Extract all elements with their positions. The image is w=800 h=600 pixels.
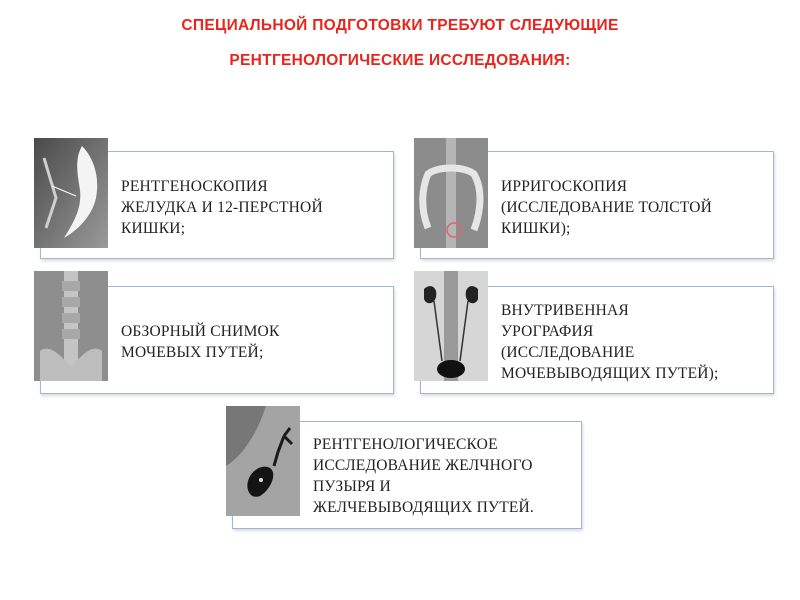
card-text-line: УРОГРАФИЯ <box>501 323 594 340</box>
card-text-line: ВНУТРИВЕННАЯ <box>501 302 629 319</box>
card-text-line: ЖЕЛУДКА И 12-ПЕРСТНОЙ <box>121 199 323 216</box>
card-text-line: (ИССЛЕДОВАНИЕ ТОЛСТОЙ <box>501 199 713 216</box>
card-text-line: КИШКИ); <box>501 220 571 237</box>
card-text-line: МОЧЕВЫВОДЯЩИХ ПУТЕЙ); <box>501 365 719 382</box>
card-text-line: ПУЗЫРЯ И <box>313 478 391 495</box>
card-text-line: МОЧЕВЫХ ПУТЕЙ; <box>121 344 264 361</box>
slide-title-line-1: СПЕЦИАЛЬНОЙ ПОДГОТОВКИ ТРЕБУЮТ СЛЕДУЮЩИЕ <box>181 17 619 34</box>
abdomen-xray-image <box>34 271 108 381</box>
card-text-line: РЕНТГЕНОСКОПИЯ <box>121 178 268 195</box>
card-text-line: (ИССЛЕДОВАНИЕ <box>501 344 635 361</box>
card-text-line: ИРРИГОСКОПИЯ <box>501 178 628 195</box>
urography-xray-image <box>414 271 488 381</box>
gallbladder-xray-image <box>226 406 300 516</box>
colon-xray-image <box>414 138 488 248</box>
card-text-line: ИССЛЕДОВАНИЕ ЖЕЛЧНОГО <box>313 457 533 474</box>
card-text-line: ОБЗОРНЫЙ СНИМОК <box>121 323 280 340</box>
card-text-line: РЕНТГЕНОЛОГИЧЕСКОЕ <box>313 436 498 453</box>
slide-title-line-2: РЕНТГЕНОЛОГИЧЕСКИЕ ИССЛЕДОВАНИЯ: <box>229 52 571 69</box>
card-text-line: КИШКИ; <box>121 220 186 237</box>
card-text-line: ЖЕЛЧЕВЫВОДЯЩИХ ПУТЕЙ. <box>313 499 535 516</box>
stomach-xray-image <box>34 138 108 248</box>
